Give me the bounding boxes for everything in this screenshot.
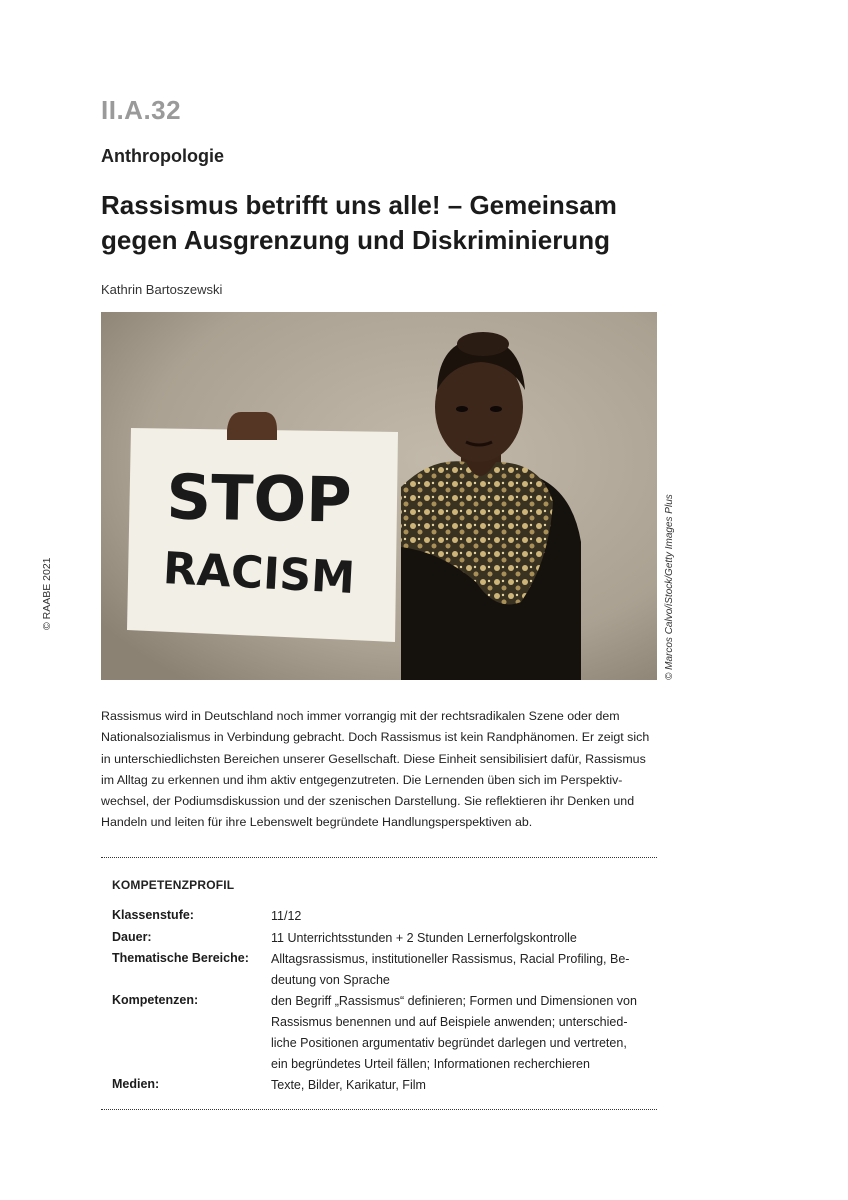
person-hair-bun: [457, 332, 509, 356]
profile-label-dauer: Dauer:: [112, 930, 152, 944]
eye-right: [490, 406, 502, 412]
profile-bottom-divider: [101, 1109, 657, 1110]
profile-label-klassenstufe: Klassenstufe:: [112, 908, 194, 922]
copyright-note: © RAABE 2021: [41, 557, 53, 630]
profile-label-kompetenzen: Kompetenzen:: [112, 993, 199, 1007]
profile-value-line: liche Positionen argumentativ begründet darlegen und vertreten,: [271, 1036, 627, 1050]
title-line-2: gegen Ausgrenzung und Diskriminierung: [101, 225, 610, 255]
profile-label-bereiche: Thematische Bereiche:: [112, 951, 249, 965]
cover-photo: [101, 312, 657, 680]
profile-value-line: 11 Unterrichtsstunden + 2 Stunden Lernerfolgskontrolle: [271, 931, 577, 945]
profile-top-divider: [101, 857, 657, 858]
intro-line: Handeln und leiten für ihre Lebenswelt begründete Handlungsperspektiven ab.: [101, 815, 533, 830]
photo-credit: © Marcos Calvo/iStock/Getty Images Plus: [664, 494, 675, 680]
title-line-1: Rassismus betrifft uns alle! – Gemeinsam: [101, 190, 617, 220]
profile-value-bereiche: [271, 949, 651, 991]
profile-value-line: Rassismus benennen und auf Beispiele anwenden; unterschied-: [271, 1015, 628, 1029]
profile-value-dauer: [271, 928, 651, 949]
subject-heading: Anthropologie: [101, 146, 224, 166]
intro-text: [101, 706, 657, 834]
profile-label-medien: Medien:: [112, 1077, 160, 1091]
sign-text-stop: STOP: [165, 460, 353, 537]
profile-value-line: Texte, Bilder, Karikatur, Film: [271, 1078, 426, 1092]
intro-line: Nationalsozialismus in Verbindung gebracht. Doch Rassismus ist kein Randphänomen. Er zeigt sich: [101, 730, 650, 745]
page-title: [101, 188, 661, 258]
author-name: Kathrin Bartoszewski: [101, 282, 223, 297]
profile-value-line: 11/12: [271, 909, 302, 923]
profile-value-kompetenzen: [271, 991, 651, 1075]
unit-code: II.A.32: [101, 95, 182, 125]
profile-heading: KOMPETENZPROFIL: [112, 878, 235, 892]
sign-text-racism: RACISM: [161, 543, 357, 604]
eye-left: [456, 406, 468, 412]
intro-line: in unterschiedlichsten Bereichen unserer Gesellschaft. Diese Einheit sensibilisiert dafür, Rassismus: [101, 751, 646, 766]
profile-value-medien: [271, 1075, 651, 1096]
profile-value-line: Alltagsrassismus, institutioneller Rassismus, Racial Profiling, Be-: [271, 952, 630, 966]
intro-line: wechsel, der Podiumsdiskussion und der szenischen Darstellung. Sie reflektieren ihr Denken und: [101, 794, 635, 809]
intro-line: im Alltag zu erkennen und ihm aktiv entgegenzutreten. Die Lernenden üben sich im Perspektiv-: [101, 772, 623, 787]
person-fingers: [227, 412, 277, 440]
intro-line: Rassismus wird in Deutschland noch immer vorrangig mit der rechtsradikalen Szene oder dem: [101, 709, 620, 723]
profile-value-line: ein begründetes Urteil fällen; Informationen recherchieren: [271, 1057, 590, 1071]
profile-value-klassenstufe: [271, 906, 651, 927]
profile-value-line: deutung von Sprache: [271, 973, 390, 987]
profile-value-line: den Begriff „Rassismus“ definieren; Formen und Dimensionen von: [271, 994, 637, 1008]
